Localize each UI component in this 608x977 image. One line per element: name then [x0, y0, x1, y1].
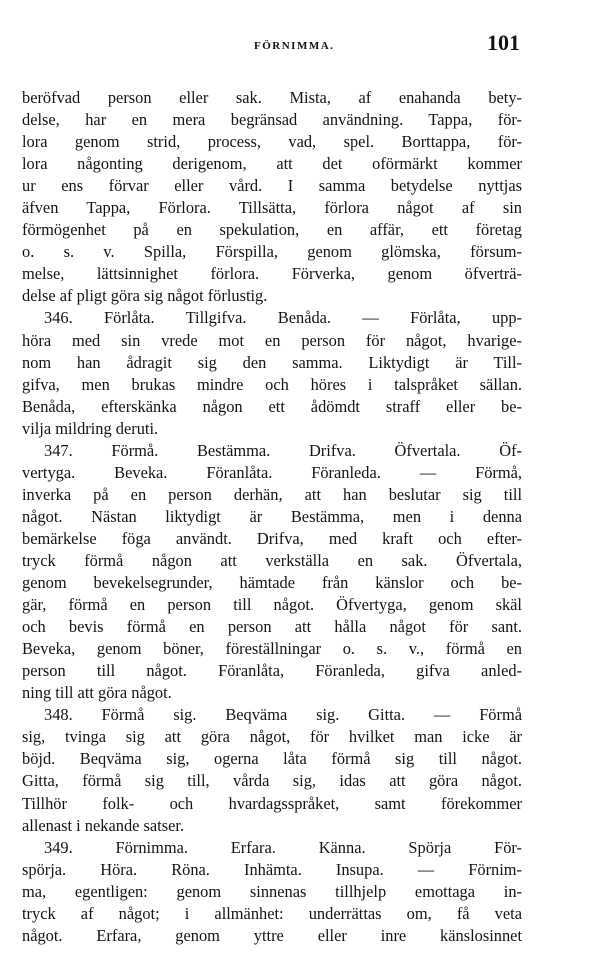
text-line: och bevis förmå en person att hålla något för sant.: [22, 617, 522, 637]
text-line: tryck förmå någon att verkställa en sak. Öfvertala,: [22, 550, 522, 570]
text-line: äfven Tappa, Förlora. Tillsätta, förlora något af sin: [22, 198, 522, 218]
text-line: tryck af något; i allmänhet: underrättas om, få veta: [22, 903, 522, 923]
text-line: nom han ådragit sig den samma. Liktydigt är Till-: [22, 352, 522, 372]
entry-349-heading-line: 349. Förnimma. Erfara. Känna. Spörja För-: [44, 837, 522, 857]
text-line: Gitta, förmå sig till, vårda sig, idas att göra något.: [22, 771, 522, 791]
text-line: ur ens förvar eller vård. I samma betydelse nyttjas: [22, 176, 522, 196]
text-line: person till något. Föranlåta, Föranleda, gifva anled-: [22, 661, 522, 681]
text-line: förmögenhet på en spekulation, en affär, ett företag: [22, 220, 522, 240]
text-line: delse af pligt göra sig något förlustig.: [22, 286, 268, 306]
text-line: ma, egentligen: genom sinnenas tillhjelp emottaga in-: [22, 881, 522, 901]
text-line: bemärkelse föga användt. Drifva, med kraft och efter-: [22, 528, 522, 548]
text-line: lora genom strid, process, vad, spel. Borttappa, för-: [22, 132, 522, 152]
page-header: [22, 30, 598, 80]
text-line: inverka på en person derhän, att han beslutar sig till: [22, 484, 522, 504]
text-line: gär, förmå en person till något. Öfvertyga, genom skäl: [22, 595, 522, 615]
text-line: Benåda, efterskänka någon ett ådömdt straff eller be-: [22, 396, 522, 416]
text-line: sig, tvinga sig att göra något, för hvilket man icke är: [22, 727, 522, 747]
body-text: [22, 87, 522, 947]
text-line: ning till att göra något.: [22, 683, 172, 703]
text-line: Beveka, genom böner, föreställningar o. s. v., förmå en: [22, 639, 522, 659]
entry-347-heading-line: 347. Förmå. Bestämma. Drifva. Öfvertala. Öf-: [44, 440, 522, 460]
text-line: vilja mildring deruti.: [22, 418, 159, 438]
text-line: böjd. Beqväma sig, ogerna låta förmå sig till något.: [22, 749, 522, 769]
text-line: genom bevekelsegrunder, hämtade från känslor och be-: [22, 573, 522, 593]
text-line: vertyga. Beveka. Föranlåta. Föranleda. — Förmå,: [22, 462, 522, 482]
entry-346-heading-line: 346. Förlåta. Tillgifva. Benåda. — Förlåta, upp-: [44, 308, 522, 328]
running-head: FÖRNIMMA.: [254, 40, 335, 52]
text-line: allenast i nekande satser.: [22, 815, 185, 835]
text-line: lora någonting derigenom, att det oförmärkt kommer: [22, 154, 522, 174]
text-line: melse, lättsinnighet förlora. Förverka, genom öfverträ-: [22, 264, 522, 284]
text-line: höra med sin vrede mot en person för något, hvarige-: [22, 330, 522, 350]
entry-348-heading-line: 348. Förmå sig. Beqväma sig. Gitta. — Förmå: [44, 705, 522, 725]
book-page: [22, 30, 598, 960]
text-line: Tillhör folk- och hvardagsspråket, samt förekommer: [22, 793, 522, 813]
text-line: o. s. v. Spilla, Förspilla, genom glömska, försum-: [22, 242, 522, 262]
text-line: gifva, men brukas mindre och höres i talspråket sällan.: [22, 374, 522, 394]
text-line: delse, har en mera begränsad användning. Tappa, för-: [22, 110, 522, 130]
text-line: spörja. Höra. Röna. Inhämta. Insupa. — Förnim-: [22, 859, 522, 879]
page-number: 101: [487, 30, 520, 55]
text-line: något. Nästan liktydigt är Bestämma, men i denna: [22, 506, 522, 526]
text-line: något. Erfara, genom yttre eller inre känslosinnet: [22, 925, 522, 945]
text-line: beröfvad person eller sak. Mista, af enahanda bety-: [22, 88, 522, 107]
